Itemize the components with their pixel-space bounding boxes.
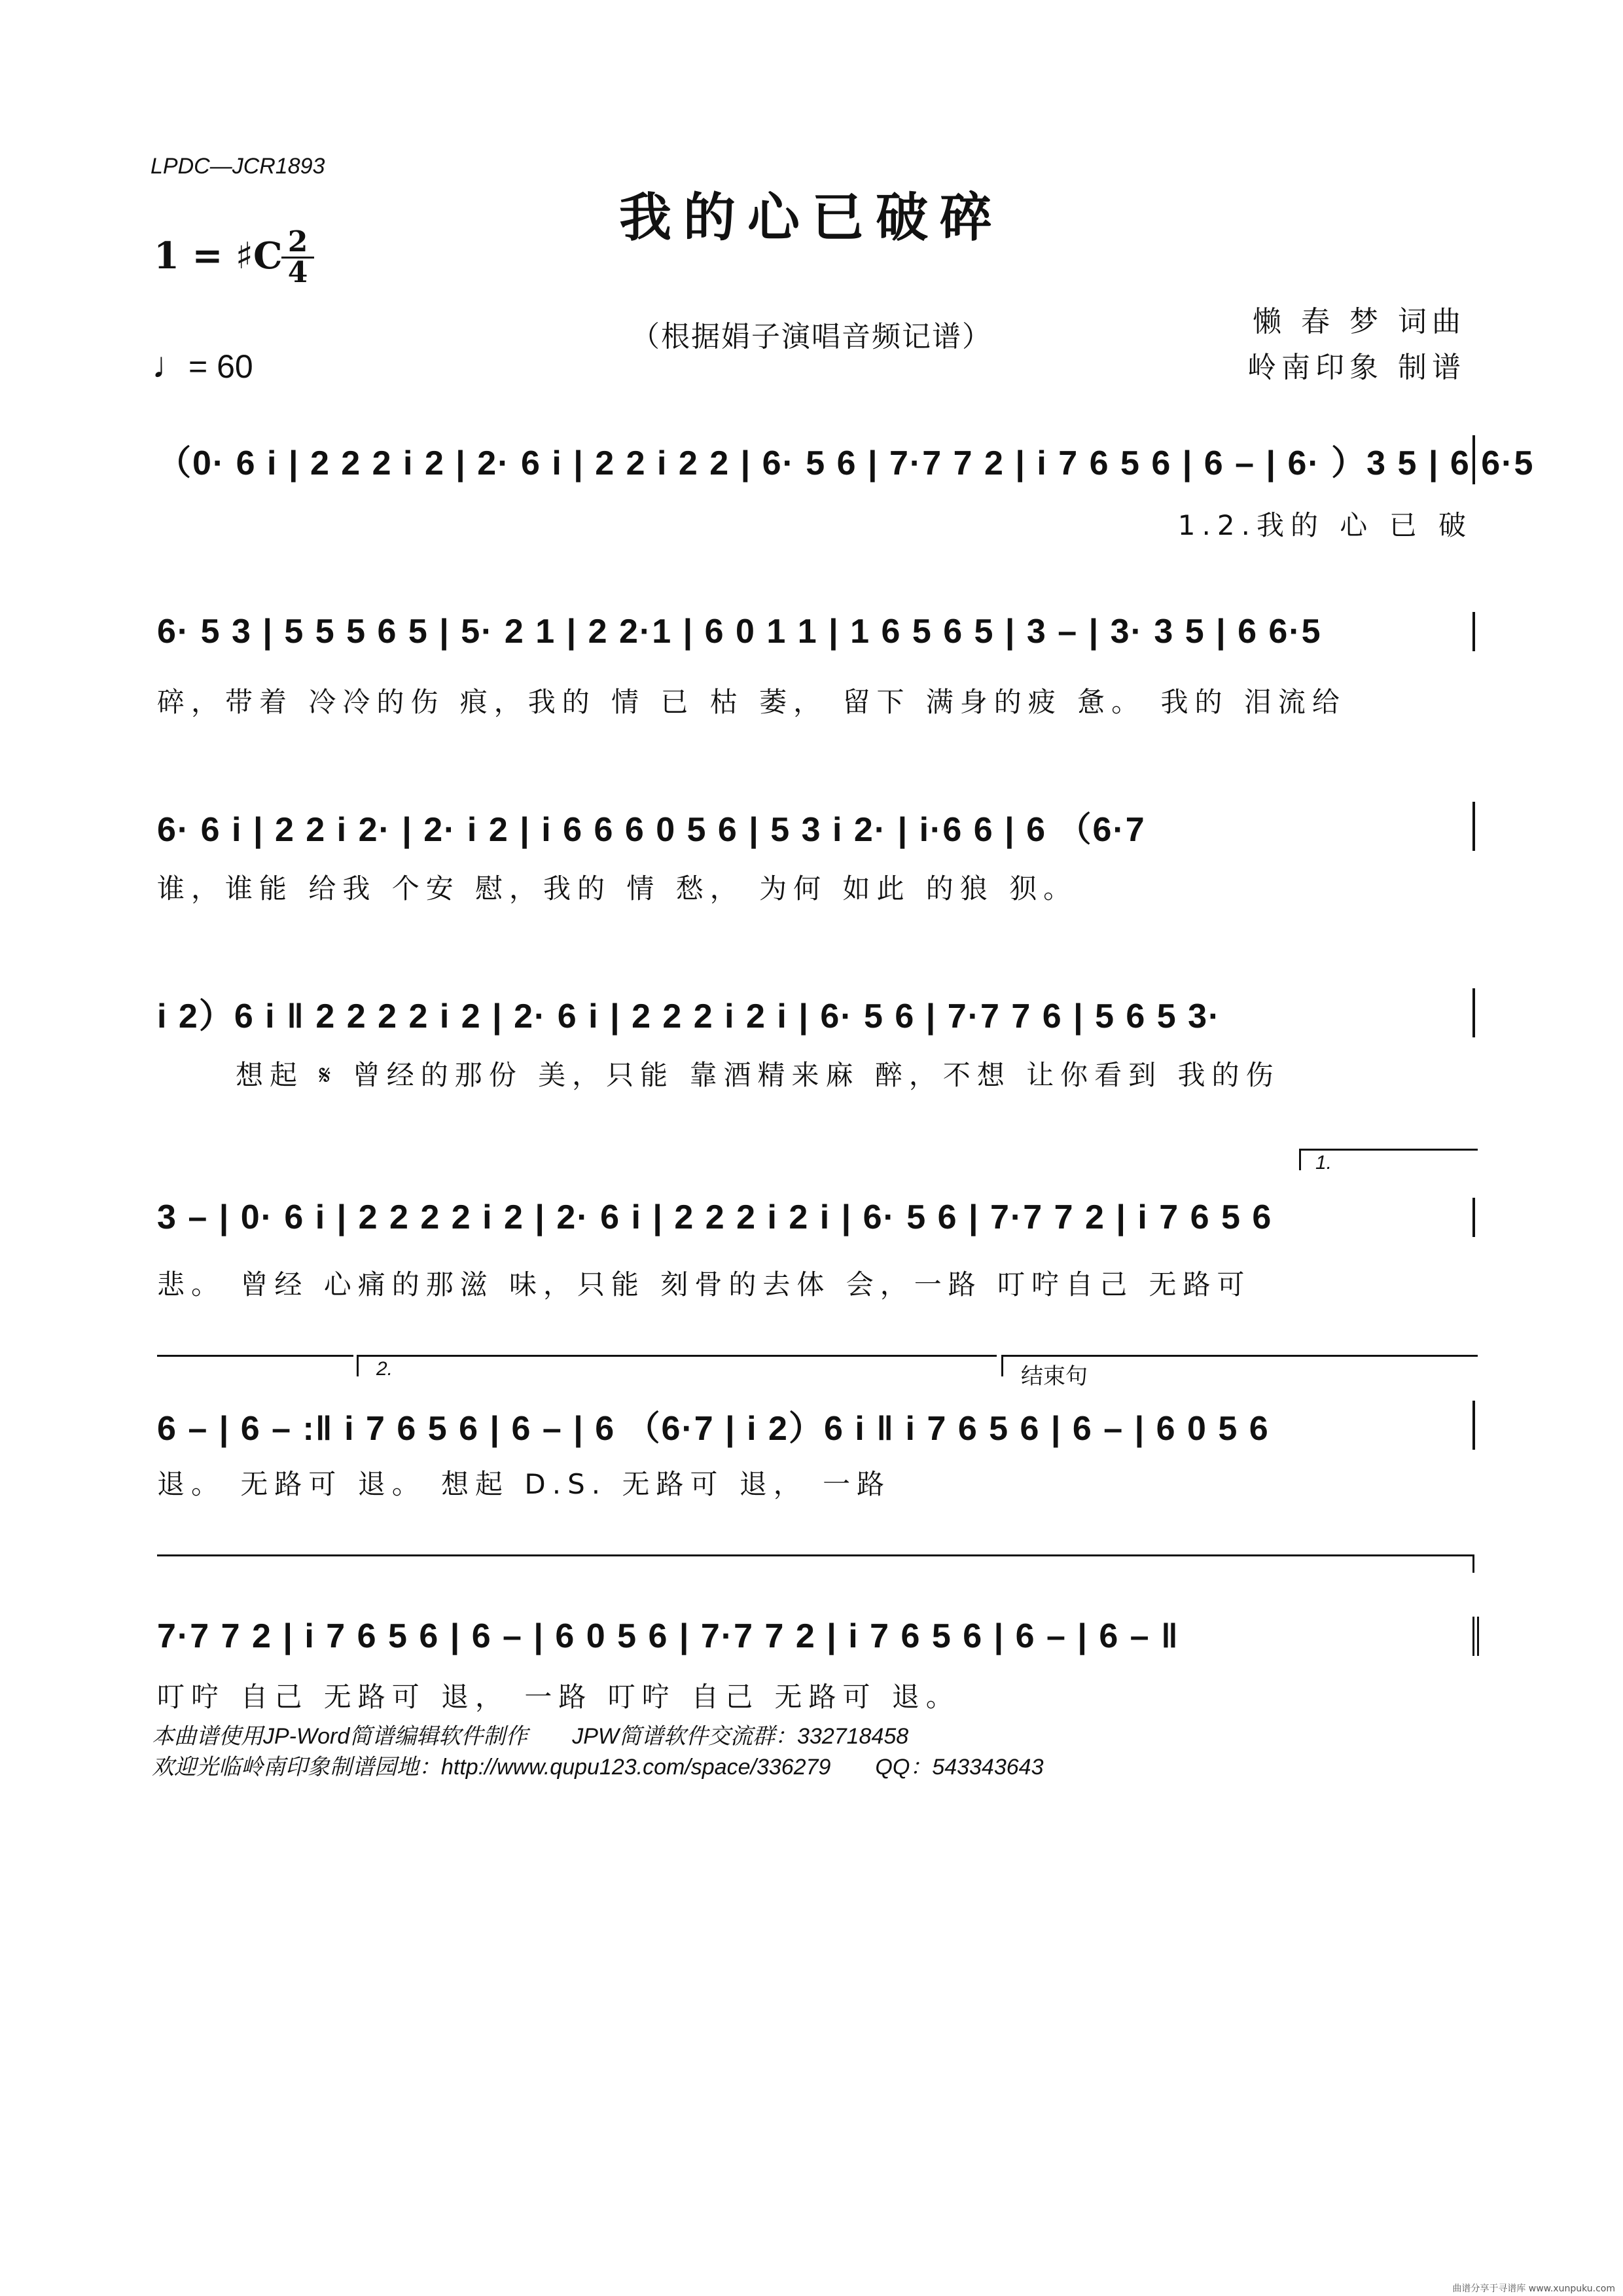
credit-words-music: 懒 春 梦 词曲 <box>1253 305 1466 338</box>
footer-website-note: 欢迎光临岭南印象制谱园地：http://www.qupu123.com/space/336279 QQ：543343643 <box>152 1755 1044 1780</box>
notation-line-6: 6 – | 6 – :‖ i 7 6 5 6 | 6 – | 6 （6·7 | i 2）6 i ‖ i 7 6 5 6 | 6 – | 6 0 5 6 <box>157 1401 1475 1450</box>
key-signature: 1 = ♯C <box>154 234 283 278</box>
lyrics-line-6: 退。 无路可 退。 想起 D.S. 无路可 退， 一路 <box>157 1468 891 1500</box>
lyrics-line-4: 想起 𝄋 曾经的那份 美，只能 靠酒精来麻 醉，不想 让你看到 我的伤 <box>236 1059 1280 1091</box>
notation-line-2: 6· 5 3 | 5 5 5 6 5 | 5· 2 1 | 2 2·1 | 6 0 1 1 | 1 6 5 6 5 | 3 – | 3· 3 5 | 6 6·5 <box>157 612 1475 651</box>
footer-software-note: 本曲谱使用JP-Word简谱编辑软件制作 JPW简谱软件交流群：332718458 <box>152 1724 909 1749</box>
subtitle: （根据娟子演唱音频记谱） <box>631 320 992 353</box>
meter-top: 2 <box>281 228 314 259</box>
score-code: LPDC—JCR1893 <box>151 154 325 179</box>
notation-line-3: 6· 6 i | 2 2 i 2· | 2· i 2 | i 6 6 6 0 5 6 | 5 3 i 2· | i·6 6 | 6 （6·7 <box>157 802 1475 851</box>
ending-bracket-continuation <box>157 1554 1474 1573</box>
meter-bottom: 4 <box>287 256 308 289</box>
watermark: 曲谱分享于寻谱库 www.xunpuku.com <box>1452 2284 1615 2294</box>
lyrics-line-3: 谁，谁能 给我 个安 慰，我的 情 愁， 为何 如此 的狼 狈。 <box>157 872 1078 905</box>
notation-line-4: i 2）6 i ‖ 2 2 2 2 i 2 | 2· 6 i | 2 2 2 i 2 i | 6· 5 6 | 7·7 7 6 | 5 6 5 3· <box>157 988 1475 1037</box>
volta-1-label: 1. <box>1315 1152 1332 1174</box>
notation-line-5: 3 – | 0· 6 i | 2 2 2 2 i 2 | 2· 6 i | 2 2 2 i 2 i | 6· 5 6 | 7·7 7 2 | i 7 6 5 6 <box>157 1198 1475 1237</box>
notation-line-1: （0· 6 i | 2 2 2 i 2 | 2· 6 i | 2 2 i 2 2 | 6· 5 6 | 7·7 7 2 | i 7 6 5 6 | 6 – | 6· ）3 5 | 6 6·5 <box>157 435 1475 484</box>
song-title: 我的心已破碎 <box>619 187 1004 248</box>
lyrics-line-5: 悲。 曾经 心痛的那滋 味，只能 刻骨的去体 会，一路 叮咛自己 无路可 <box>157 1268 1251 1300</box>
volta-1-continuation <box>157 1355 353 1357</box>
lyrics-line-1: 1.2.我的 心 已 破 <box>1177 509 1472 541</box>
notation-line-7: 7·7 7 2 | i 7 6 5 6 | 6 – | 6 0 5 6 | 7·7 7 2 | i 7 6 5 6 | 6 – | 6 – ‖ <box>157 1617 1479 1656</box>
tempo-marking <box>152 344 253 386</box>
credit-arranger: 岭南印象 制谱 <box>1247 351 1466 384</box>
volta-2-label: 2. <box>376 1358 393 1380</box>
lyrics-line-7: 叮咛 自己 无路可 退， 一路 叮咛 自己 无路可 退。 <box>157 1681 960 1713</box>
ending-label: 结束句 <box>1021 1363 1088 1390</box>
lyrics-line-2: 碎，带着 冷冷的伤 痕，我的 情 已 枯 萎， 留下 满身的疲 惫。 我的 泪流给 <box>157 686 1346 718</box>
time-signature <box>281 225 314 289</box>
volta-2-bracket <box>357 1355 997 1376</box>
quarter-note-icon: ♩ <box>152 344 188 386</box>
tempo-value: = 60 <box>188 348 253 385</box>
